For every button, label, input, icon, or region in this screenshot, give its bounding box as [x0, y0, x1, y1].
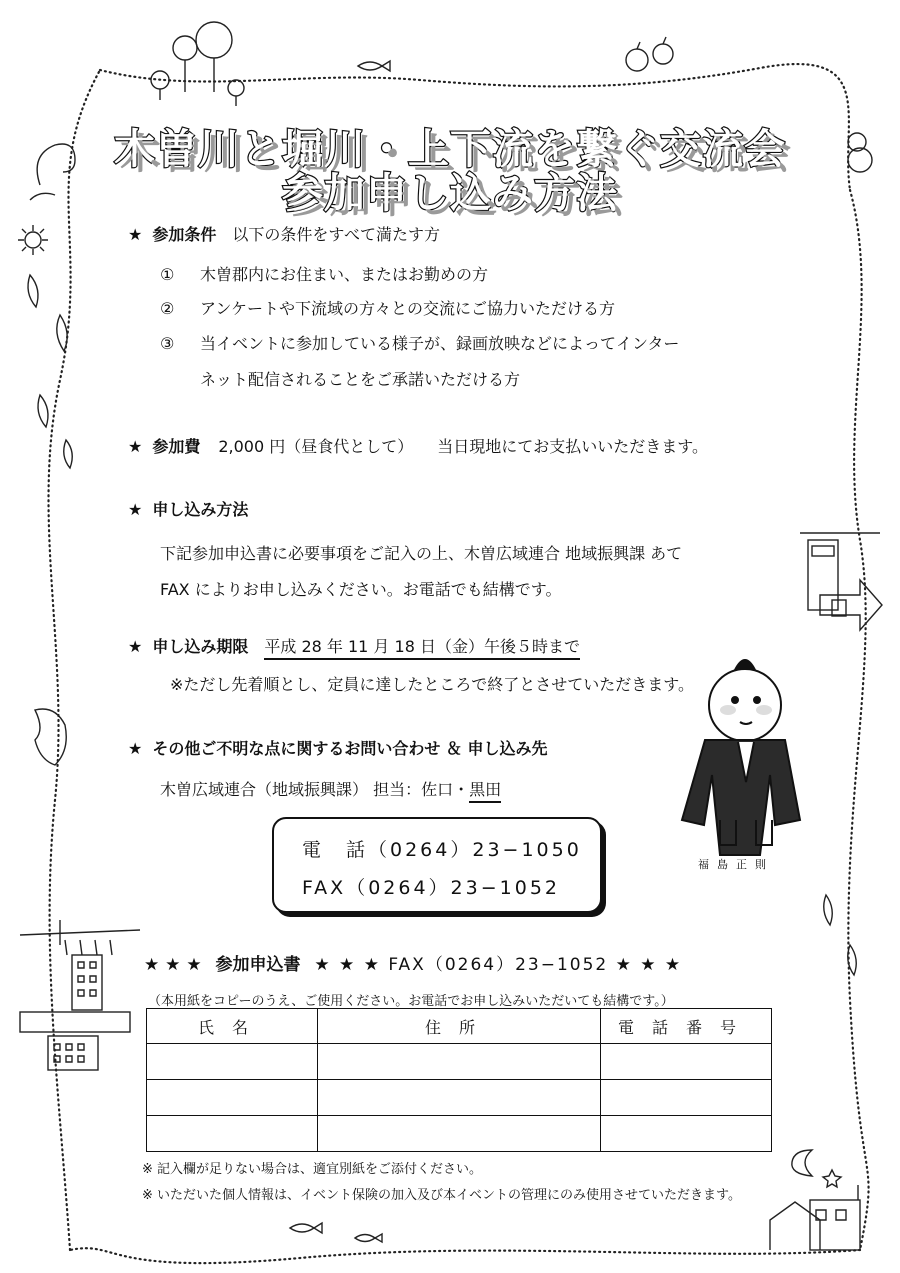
page-title-line2: 参加申し込み方法	[282, 169, 618, 217]
column-address: 住所	[318, 1009, 601, 1044]
fax-number: FAX（0264）23−1052	[302, 877, 561, 899]
fish-icon-bottom-2	[355, 1234, 382, 1242]
method-line-1: 下記参加申込書に必要事項をご記入の上、木曽広域連合 地域振興課 あて	[160, 544, 683, 563]
condition-text: 木曽郡内にお住まい、またはお勤めの方	[200, 265, 489, 284]
dotted-frame-right	[848, 190, 868, 1250]
page-title-line1: 木曽川と堀川・上下流を繋ぐ交流会	[114, 125, 786, 173]
phone-cell[interactable]	[601, 1044, 772, 1080]
star-icon-small	[823, 1170, 841, 1187]
fish-icon-left	[28, 275, 38, 307]
deadline-heading: 申し込み期限	[152, 637, 249, 656]
table-header-row	[147, 1009, 772, 1044]
form-heading: 参加申込書	[215, 955, 301, 975]
condition-item-1	[160, 262, 488, 285]
inquiry-person: 黒田	[469, 780, 501, 803]
apple-icon	[626, 37, 673, 71]
trees-icon	[151, 22, 244, 106]
character-label: 福島正則	[698, 858, 774, 871]
form-note-2: ※ いただいた個人情報は、イベント保険の加入及び本イベントの管理にのみ使用させていただきます。	[142, 1188, 741, 1203]
name-cell[interactable]	[147, 1080, 318, 1116]
fish-icon-left-2	[57, 315, 67, 351]
star-icon: ★	[128, 225, 143, 244]
column-name: 氏名	[147, 1009, 318, 1044]
fish-icon-bottom	[290, 1223, 322, 1233]
inquiry-heading: その他ご不明な点に関するお問い合わせ ＆ 申し込み先	[152, 739, 548, 758]
inquiry-org: 木曽広域連合（地域振興課） 担当：佐口・	[160, 780, 470, 799]
fee-heading: 参加費	[152, 437, 201, 456]
form-instruction: （本用紙をコピーのうえ、ご使用ください。お電話でお申し込みいただいても結構です。）	[148, 994, 674, 1009]
conditions-heading: 参加条件	[152, 225, 217, 244]
conditions-heading-row	[128, 222, 440, 245]
fish-icon-right-2	[848, 945, 857, 975]
inquiry-heading-row	[128, 736, 548, 759]
name-cell[interactable]	[147, 1116, 318, 1152]
table-row	[147, 1044, 772, 1080]
method-heading-row	[128, 497, 248, 520]
table-row	[147, 1080, 772, 1116]
phone-number: 電 話（0264）23−1050	[302, 839, 582, 861]
application-table	[146, 1008, 772, 1152]
condition-item-2	[160, 296, 615, 319]
condition-text: 当イベントに参加している様子が、録画放映などによってインター	[200, 334, 680, 353]
fee-row	[128, 434, 708, 457]
form-heading-row	[144, 950, 682, 975]
table-row	[147, 1116, 772, 1152]
phone-cell[interactable]	[601, 1080, 772, 1116]
fish-icon-left-3	[38, 395, 48, 427]
address-cell[interactable]	[318, 1044, 601, 1080]
condition-item-3	[160, 331, 679, 354]
deadline-note: ※ただし先着順とし、定員に達したところで終了とさせていただきます。	[170, 675, 694, 694]
star-icon: ★	[128, 637, 143, 656]
contact-box	[272, 817, 602, 913]
dotted-frame-bottom	[70, 1248, 860, 1263]
gourd-icon	[848, 133, 872, 172]
buildings-icon	[20, 955, 130, 1070]
fish-icon-right	[824, 895, 833, 925]
form-heading-fax: ★ ★ ★ FAX（0264）23−1052 ★ ★ ★	[314, 955, 683, 975]
condition-num: ②	[160, 299, 175, 318]
name-cell[interactable]	[147, 1044, 318, 1080]
inquiry-contact-row	[160, 777, 501, 800]
star-icon: ★	[128, 437, 143, 456]
phone-cell[interactable]	[601, 1116, 772, 1152]
condition-num: ①	[160, 265, 175, 284]
fish-icon	[358, 61, 390, 71]
tower-icon	[20, 920, 140, 955]
sun-icon	[18, 225, 48, 255]
house-icon	[800, 533, 882, 630]
deadline-row	[128, 634, 580, 657]
condition-num: ③	[160, 334, 175, 353]
fee-amount: 2,000 円（昼食代として）	[218, 437, 414, 456]
condition-item-3-continued: ネット配信されることをご承諾いただける方	[200, 370, 521, 389]
column-phone: 電話番号	[601, 1009, 772, 1044]
fish-icon-left-4	[64, 440, 73, 468]
method-heading: 申し込み方法	[152, 500, 249, 519]
samurai-illustration	[682, 660, 800, 855]
conditions-lead: 以下の条件をすべて満たす方	[232, 225, 441, 244]
moon-icon	[792, 1150, 812, 1176]
fee-payment: 当日現地にてお支払いいただきます。	[437, 437, 708, 456]
condition-text: アンケートや下流域の方々との交流にご協力いただける方	[200, 299, 616, 318]
form-note-1: ※ 記入欄が足りない場合は、適宜別紙をご添付ください。	[142, 1162, 483, 1177]
houses-bottom-icon	[770, 1185, 860, 1250]
address-cell[interactable]	[318, 1116, 601, 1152]
form-heading-stars: ★ ★ ★	[144, 955, 202, 975]
star-icon: ★	[128, 500, 143, 519]
address-cell[interactable]	[318, 1080, 601, 1116]
deadline-date: 平成 28 年 11 月 18 日（金）午後５時まで	[264, 637, 580, 660]
bird-icon	[35, 709, 66, 765]
method-line-2: FAX によりお申し込みください。お電話でも結構です。	[160, 580, 562, 599]
star-icon: ★	[128, 739, 143, 758]
dotted-frame-left	[49, 70, 100, 1250]
